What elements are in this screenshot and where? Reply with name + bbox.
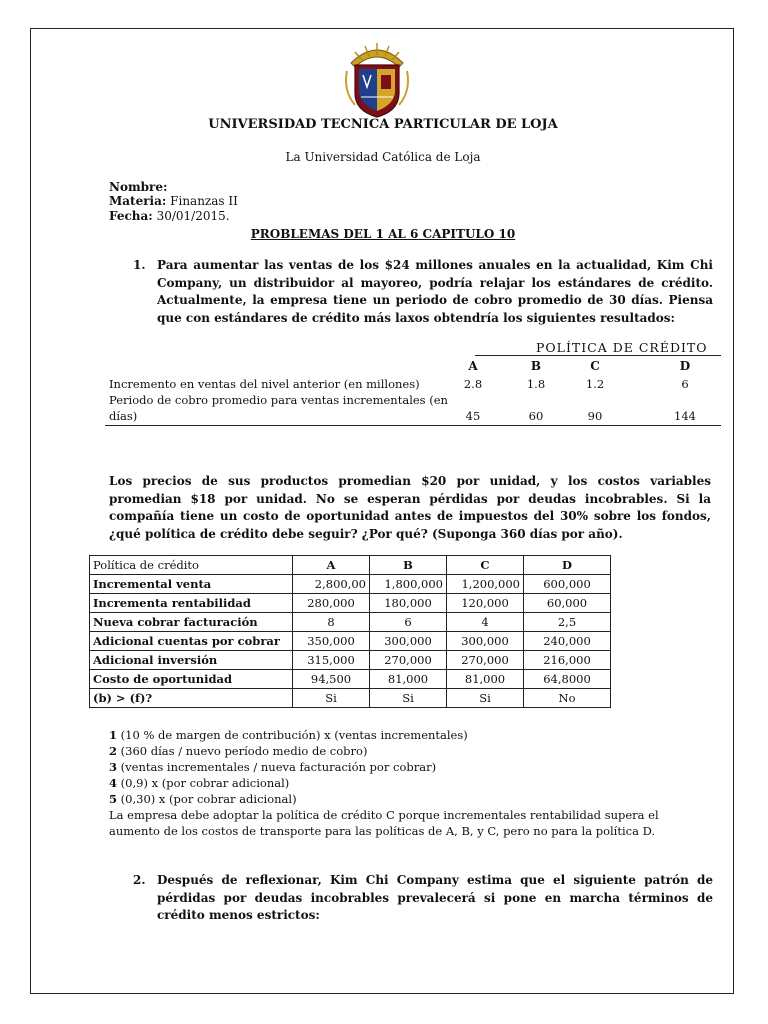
note-number: 3 — [109, 760, 118, 774]
policy-row2-b: 60 — [528, 409, 544, 423]
cell-a: 8 — [293, 613, 370, 632]
policy-row2-label-line2: días) — [109, 409, 138, 423]
meta-nombre — [109, 180, 167, 194]
cell-b: 180,000 — [370, 594, 447, 613]
university-subtitle: La Universidad Católica de Loja — [285, 150, 481, 164]
cell-a: 350,000 — [293, 632, 370, 651]
cell-b: 270,000 — [370, 651, 447, 670]
table-header-a: A — [293, 556, 370, 575]
q2-text: Después de reflexionar, Kim Chi Company estima que el siguiente patrón de pérdidas por deudas incobrables prevalecerá si pone en marcha términos de crédito menos estrictos: — [157, 873, 713, 922]
cell-c: 4 — [447, 613, 524, 632]
policy-header-c: C — [590, 359, 600, 373]
table-row — [90, 594, 611, 613]
q1-followup-text: Los precios de sus productos promedian $20 por unidad, y los costos variables promedian $18 por unidad. No se esperan pérdidas por deudas incobrables. Si la compañía tiene un costo de oportunidad antes de impuestos del 30% sobre los fondos, ¿qué política de crédito debe seguir? ¿Por qué? (Suponga 360 días por año). — [109, 474, 711, 541]
meta-fecha — [109, 209, 230, 223]
q1-number: 1. — [133, 258, 146, 272]
note-item — [109, 791, 713, 807]
problems-title: PROBLEMAS DEL 1 AL 6 CAPITULO 10 — [250, 227, 516, 241]
table-row — [90, 632, 611, 651]
row-label: Adicional inversión — [90, 651, 293, 670]
table-header-b: B — [370, 556, 447, 575]
policy-row2-a: 45 — [465, 409, 481, 423]
table-header-row — [90, 556, 611, 575]
policy-title-rule — [475, 355, 721, 356]
table-row — [90, 575, 611, 594]
table-row — [90, 651, 611, 670]
cell-a: 280,000 — [293, 594, 370, 613]
university-name: UNIVERSIDAD TECNICA PARTICULAR DE LOJA — [208, 117, 558, 132]
row-label: Nueva cobrar facturación — [90, 613, 293, 632]
cell-d: 2,5 — [524, 613, 611, 632]
policy-header-d: D — [679, 359, 691, 373]
cell-c: 81,000 — [447, 670, 524, 689]
policy-header-b: B — [530, 359, 542, 373]
cell-c: 1,200,000 — [447, 575, 524, 594]
note-number: 1 — [109, 728, 118, 742]
policy-row2-label-line1: Periodo de cobro promedio para ventas incrementales (en — [109, 393, 448, 407]
table-header-c: C — [447, 556, 524, 575]
nombre-label: Nombre: — [109, 180, 168, 194]
row-label: Incrementa rentabilidad — [90, 594, 293, 613]
cell-c: 300,000 — [447, 632, 524, 651]
cell-d: 240,000 — [524, 632, 611, 651]
note-text: (10 % de margen de contribución) x (ventas incrementales) — [117, 728, 468, 742]
document-page — [30, 28, 734, 994]
table-row — [90, 613, 611, 632]
cell-a: 315,000 — [293, 651, 370, 670]
table-row — [90, 670, 611, 689]
cell-b: Si — [370, 689, 447, 708]
table-header-label: Política de crédito — [90, 556, 293, 575]
policy-row1-d: 6 — [681, 377, 689, 391]
cell-d: 60,000 — [524, 594, 611, 613]
row-label: Incremental venta — [90, 575, 293, 594]
cell-b: 6 — [370, 613, 447, 632]
row-label: Adicional cuentas por cobrar — [90, 632, 293, 651]
q1-text: Para aumentar las ventas de los $24 millones anuales en la actualidad, Kim Chi Company, un distribuidor al mayoreo, podría relajar los estándares de crédito. Actualmente, la empresa tiene un periodo de cobro promedio de 30 días. Piensa que con estándares de crédito más laxos obtendría los siguientes resultados: — [157, 258, 713, 325]
note-item — [109, 727, 713, 743]
policy-row1-label: Incremento en ventas del nivel anterior (en millones) — [109, 377, 420, 391]
cell-c: 120,000 — [447, 594, 524, 613]
note-text: (0,30) x (por cobrar adicional) — [117, 792, 297, 806]
policy-table-title: POLÍTICA DE CRÉDITO — [536, 340, 708, 355]
notes-block — [109, 727, 713, 839]
note-item — [109, 759, 713, 775]
row-label: Costo de oportunidad — [90, 670, 293, 689]
table-row — [90, 689, 611, 708]
materia-label: Materia: — [109, 194, 167, 208]
cell-b: 1,800,000 — [370, 575, 447, 594]
note-item — [109, 743, 713, 759]
cell-d: 216,000 — [524, 651, 611, 670]
cell-a: Si — [293, 689, 370, 708]
cell-d: 600,000 — [524, 575, 611, 594]
note-number: 5 — [109, 792, 118, 806]
policy-row1-b: 1.8 — [526, 377, 546, 391]
q2-number: 2. — [133, 873, 146, 887]
cell-b: 300,000 — [370, 632, 447, 651]
university-crest-logo — [341, 41, 413, 119]
policy-row1-c: 1.2 — [585, 377, 605, 391]
note-item — [109, 775, 713, 791]
row-label: (b) > (f)? — [90, 689, 293, 708]
note-text: (0,9) x (por cobrar adicional) — [117, 776, 290, 790]
cell-b: 81,000 — [370, 670, 447, 689]
cell-c: Si — [447, 689, 524, 708]
cell-a: 94,500 — [293, 670, 370, 689]
materia-value: Finanzas II — [170, 194, 238, 208]
note-text: (360 días / nuevo período medio de cobro) — [117, 744, 368, 758]
policy-bottom-rule — [105, 425, 721, 426]
fecha-value: 30/01/2015. — [156, 209, 230, 223]
note-number: 4 — [109, 776, 118, 790]
cell-c: 270,000 — [447, 651, 524, 670]
policy-header-a: A — [468, 359, 478, 373]
note-number: 2 — [109, 744, 118, 758]
table-header-d: D — [524, 556, 611, 575]
policy-row1-a: 2.8 — [463, 377, 483, 391]
cell-d: No — [524, 689, 611, 708]
meta-materia — [109, 194, 238, 208]
cell-a: 2,800,00 — [293, 575, 370, 594]
policy-row2-c: 90 — [587, 409, 603, 423]
fecha-label: Fecha: — [109, 209, 153, 223]
credit-analysis-table — [89, 555, 611, 708]
conclusion-text: La empresa debe adoptar la política de crédito C porque incrementales rentabilidad supera el aumento de los costos de transporte para las políticas de A, B, y C, pero no para la política D. — [109, 808, 659, 838]
note-text: (ventas incrementales / nueva facturación por cobrar) — [117, 760, 437, 774]
policy-row2-d: 144 — [674, 409, 696, 423]
cell-d: 64,8000 — [524, 670, 611, 689]
